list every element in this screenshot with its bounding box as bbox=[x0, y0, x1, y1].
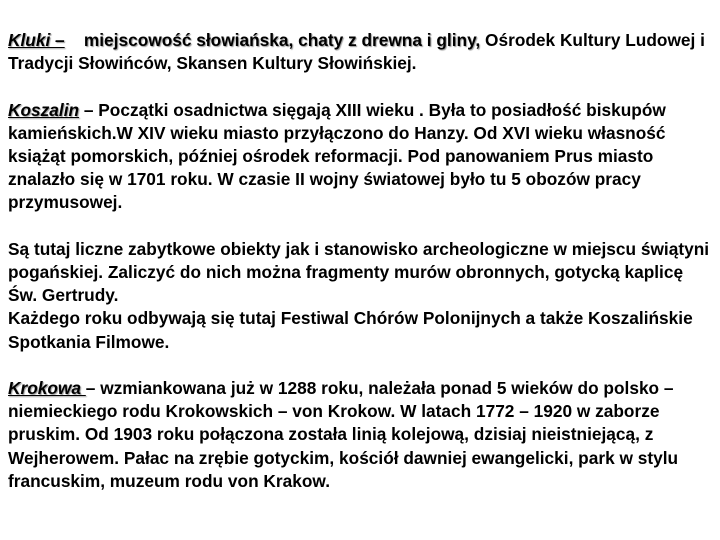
kluki-rest: Ośrodek Kultury Ludowej i Tradycji Słowińców, Skansen Kultury Słowińskiej. bbox=[8, 30, 705, 74]
spacer bbox=[8, 215, 714, 238]
kluki-description: miejscowość słowiańska, chaty z drewna i gliny, bbox=[83, 30, 481, 50]
kluki-paragraph bbox=[8, 29, 714, 75]
spacer bbox=[8, 75, 714, 98]
krokowa-paragraph bbox=[8, 377, 714, 493]
spacer bbox=[8, 354, 714, 377]
koszalin-term: Koszalin bbox=[8, 99, 80, 120]
koszalin-history: – Początki osadnictwa sięgają XIII wieku . Była to posiadłość biskupów kamieńskich.W XIV wieku miasto przyłączono do Hanzy. Od XVI wieku własność książąt pomorskich, później ośrodek reformacji. Pod panowaniem Prus miasto znalazło się w 1701 roku. W czasie II wojny światowej było tu 5 obozów pracy przymusowej. bbox=[8, 99, 666, 213]
koszalin-monuments-paragraph: Są tutaj liczne zabytkowe obiekty jak i stanowisko archeologiczne w miejscu świątyni pogańskiej. Zaliczyć do nich można fragmenty murów obronnych, gotycką kaplicę Św. Gertrudy. bbox=[8, 238, 710, 306]
koszalin-festival-paragraph: Każdego roku odbywają się tutaj Festiwal Chórów Polonijnych a także Koszalińskie Spotkania Filmowe. bbox=[8, 308, 693, 352]
krokowa-term: Krokowa bbox=[8, 378, 86, 398]
koszalin-paragraph bbox=[8, 99, 714, 215]
kluki-term: Kluki – bbox=[8, 30, 65, 50]
krokowa-description: – wzmiankowana już w 1288 roku, należała ponad 5 wieków do polsko – niemieckiego rodu Krokowskich – von Krokow. W latach 1772 – 1920 w zaborze pruskim. Od 1903 roku połączona została linią kolejową, dzisiaj nieistniejącą, z Wejherowem. Pałac na zrębie gotyckim, kościół dawniej ewangelicki, park w stylu francuskim, muzeum rodu von Krakow. bbox=[8, 378, 679, 491]
slide-content bbox=[8, 29, 714, 493]
